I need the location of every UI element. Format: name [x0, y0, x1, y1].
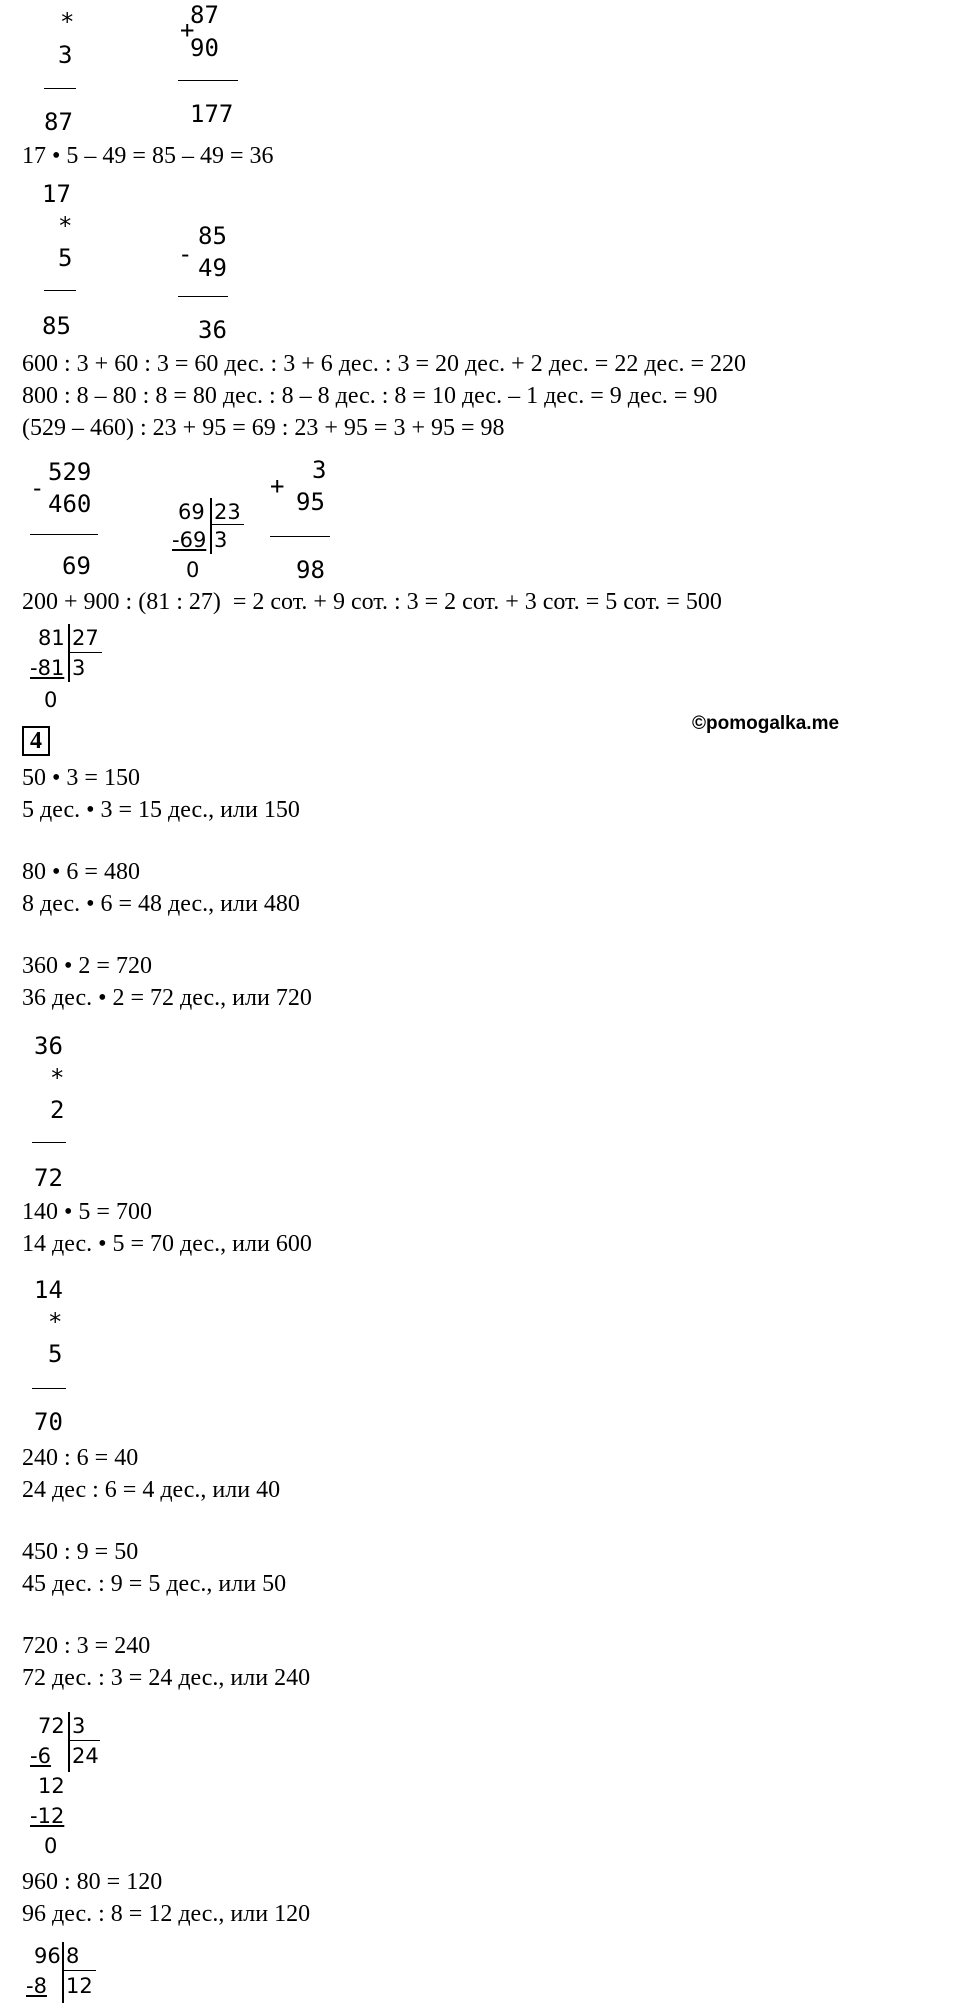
division-divisor-line: [68, 652, 102, 653]
division-divisor: 27: [72, 626, 99, 650]
division-dividend: 81: [38, 626, 65, 650]
calc-mult-result: 85: [42, 312, 71, 340]
division-divisor-line: [62, 1970, 96, 1971]
calc-mult-second-number: 2: [50, 1096, 65, 1124]
calc-sub-line: [30, 534, 98, 535]
expression-line: 450 : 9 = 50: [22, 1539, 139, 1565]
calc-sub-first-number: 529: [48, 458, 92, 486]
division-subtrahend: -12: [30, 1804, 65, 1828]
division-vertical-bar: [62, 1942, 64, 2003]
expression-line: 140 • 5 = 700: [22, 1199, 152, 1225]
task-number-box: 4: [22, 726, 50, 756]
expression-line: 72 дес. : 3 = 24 дес., или 240: [22, 1665, 311, 1691]
col-a-result: 87: [44, 108, 73, 136]
division-vertical-bar: [210, 498, 212, 554]
calc-mult-result: 70: [34, 1408, 63, 1436]
division-subtrahend: -69: [172, 528, 207, 552]
division-subtrahend: -81: [30, 656, 65, 680]
calc-mult-second-number: 5: [48, 1340, 63, 1368]
expression-line: 720 : 3 = 240: [22, 1633, 151, 1659]
expression-line: 36 дес. • 2 = 72 дес., или 720: [22, 985, 312, 1011]
calc-add-operator: +: [270, 472, 285, 500]
calc-sub-result: 69: [62, 552, 91, 580]
calc-sub-first-number: 85: [198, 222, 227, 250]
expression-line: 800 : 8 – 80 : 8 = 80 дес. : 8 – 8 дес. : 8 = 10 дес. – 1 дес. = 9 дес. = 90: [22, 383, 718, 409]
expression-line: 96 дес. : 8 = 12 дес., или 120: [22, 1901, 311, 1927]
col-b-operator: +: [180, 16, 195, 44]
expression-line: 24 дес : 6 = 4 дес., или 40: [22, 1477, 281, 1503]
division-subtrahend: -8: [26, 1974, 47, 1998]
division-quotient: 3: [72, 656, 86, 680]
division-vertical-bar: [68, 1712, 70, 1772]
division-divisor: 3: [72, 1714, 86, 1738]
expression-line: (529 – 460) : 23 + 95 = 69 : 23 + 95 = 3 + 95 = 98: [22, 415, 505, 441]
expression-line: 8 дес. • 6 = 48 дес., или 480: [22, 891, 300, 917]
col-a-second-number: 3: [58, 41, 73, 69]
division-remainder: 0: [186, 558, 200, 582]
calc-mult-first-number: 36: [34, 1032, 63, 1060]
calc-mult-operator: *: [50, 1064, 65, 1092]
division-vertical-bar: [68, 624, 70, 682]
col-b-line: [178, 80, 238, 81]
expression-line: 360 • 2 = 720: [22, 953, 152, 979]
calc-sub-second-number: 49: [198, 254, 227, 282]
division-dividend: 69: [178, 500, 205, 524]
calc-mult-result: 72: [34, 1164, 63, 1192]
calc-mult-first-number: 17: [42, 180, 71, 208]
calc-sub-operator: -: [30, 474, 45, 502]
calc-mult-operator: *: [58, 212, 73, 240]
division-dividend: 72: [38, 1714, 65, 1738]
division-divisor: 23: [214, 500, 241, 524]
division-quotient: 3: [214, 528, 228, 552]
expression-line: 960 : 80 = 120: [22, 1869, 163, 1895]
calc-add-line: [270, 536, 330, 537]
division-quotient: 12: [66, 1974, 93, 1998]
expression-line: 200 + 900 : (81 : 27) = 2 сот. + 9 сот. : 3 = 2 сот. + 3 сот. = 5 сот. = 500: [22, 589, 722, 615]
calc-sub-second-number: 460: [48, 490, 92, 518]
expression-line: 240 : 6 = 40: [22, 1445, 139, 1471]
division-dividend: 96: [34, 1944, 61, 1968]
division-subtrahend: -6: [30, 1744, 51, 1768]
col-a-operator: *: [60, 8, 75, 36]
calc-mult-line: [32, 1388, 66, 1389]
col-b-second-number: 90: [190, 34, 219, 62]
expression-line: 80 • 6 = 480: [22, 859, 140, 885]
division-remainder: 0: [44, 688, 58, 712]
calc-sub-result: 36: [198, 316, 227, 344]
calc-sub-operator: -: [178, 240, 193, 268]
calc-sub-line: [178, 296, 228, 297]
expression-line: 50 • 3 = 150: [22, 765, 140, 791]
expression-line: 5 дес. • 3 = 15 дес., или 150: [22, 797, 300, 823]
calc-mult-operator: *: [48, 1308, 63, 1336]
calc-mult-first-number: 14: [34, 1276, 63, 1304]
division-partial-dividend: 12: [38, 1774, 65, 1798]
calc-mult-line: [44, 290, 76, 291]
col-a-line: [44, 88, 76, 89]
calc-add-second-number: 95: [296, 488, 325, 516]
division-quotient: 24: [72, 1744, 99, 1768]
expression-line: 45 дес. : 9 = 5 дес., или 50: [22, 1571, 287, 1597]
division-divisor: 8: [66, 1944, 80, 1968]
expression-line: 17 • 5 – 49 = 85 – 49 = 36: [22, 143, 274, 169]
col-b-result: 177: [190, 100, 234, 128]
col-b-first-number: 87: [190, 1, 219, 29]
calc-mult-second-number: 5: [58, 244, 73, 272]
watermark: ©pomogalka.me: [692, 713, 840, 734]
division-remainder: 0: [44, 1834, 58, 1858]
calc-add-result: 98: [296, 556, 325, 584]
calc-add-first-number: 3: [312, 456, 327, 484]
division-divisor-line: [210, 524, 244, 525]
expression-line: 600 : 3 + 60 : 3 = 60 дес. : 3 + 6 дес. : 3 = 20 дес. + 2 дес. = 22 дес. = 220: [22, 351, 746, 377]
calc-mult-line: [32, 1142, 66, 1143]
division-divisor-line: [68, 1740, 100, 1741]
expression-line: 14 дес. • 5 = 70 дес., или 600: [22, 1231, 312, 1257]
